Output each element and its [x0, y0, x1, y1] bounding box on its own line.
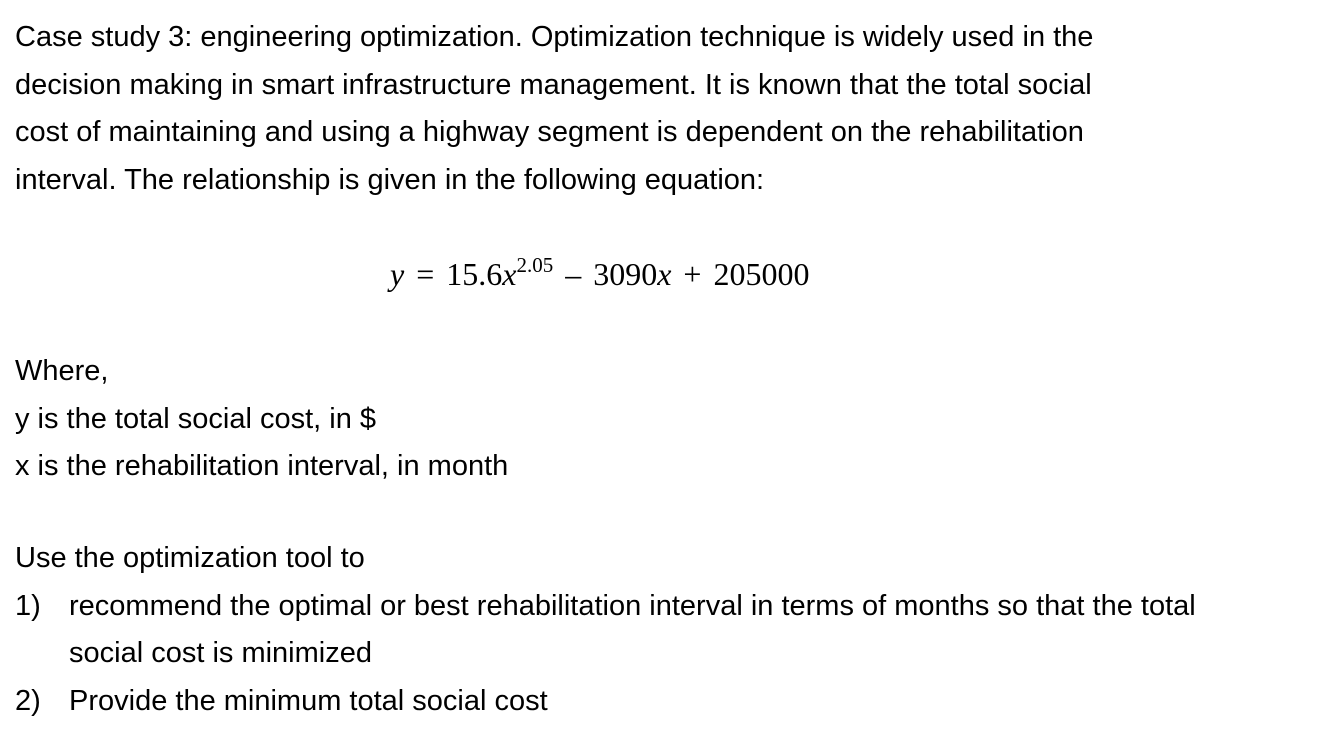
list-item	[15, 678, 1269, 726]
intro-line: Case study 3: engineering optimization. Optimization technique is widely used in the	[15, 21, 1094, 53]
equation-equals: =	[416, 256, 435, 292]
equation-minus: –	[565, 256, 582, 292]
document-page	[15, 14, 1315, 204]
equation-term2-variable: x	[657, 256, 672, 292]
definition-y: y is the total social cost, in $	[15, 402, 377, 435]
task-block	[15, 535, 1269, 725]
definitions-heading: Where,	[15, 355, 109, 387]
intro-line: decision making in smart infrastructure management. It is known that the total social	[15, 68, 1092, 101]
list-item-text: recommend the optimal or best rehabilitation interval in terms of months so that the total social cost is minimized	[69, 589, 1196, 669]
task-heading: Use the optimization tool to	[15, 542, 365, 574]
list-item-text: Provide the minimum total social cost	[69, 684, 548, 717]
definitions-block	[15, 348, 508, 491]
task-list	[15, 583, 1269, 726]
equation-variable: x	[502, 256, 517, 292]
equation-coefficient: 15.6	[446, 256, 503, 292]
equation-exponent: 2.05	[516, 253, 554, 277]
intro-line: interval. The relationship is given in the following equation:	[15, 163, 765, 196]
equation-constant: 205000	[713, 256, 810, 292]
list-item	[15, 583, 1269, 678]
intro-paragraph	[15, 14, 1315, 204]
equation-lhs: y	[390, 256, 405, 292]
equation-plus: +	[683, 256, 702, 292]
intro-line: cost of maintaining and using a highway segment is dependent on the rehabilitation	[15, 116, 1084, 148]
cost-equation	[390, 250, 809, 302]
equation-term2: 3090	[593, 256, 658, 292]
list-item-number: 2)	[15, 684, 41, 717]
list-item-number: 1)	[15, 589, 41, 622]
definition-x: x is the rehabilitation interval, in month	[15, 450, 509, 482]
